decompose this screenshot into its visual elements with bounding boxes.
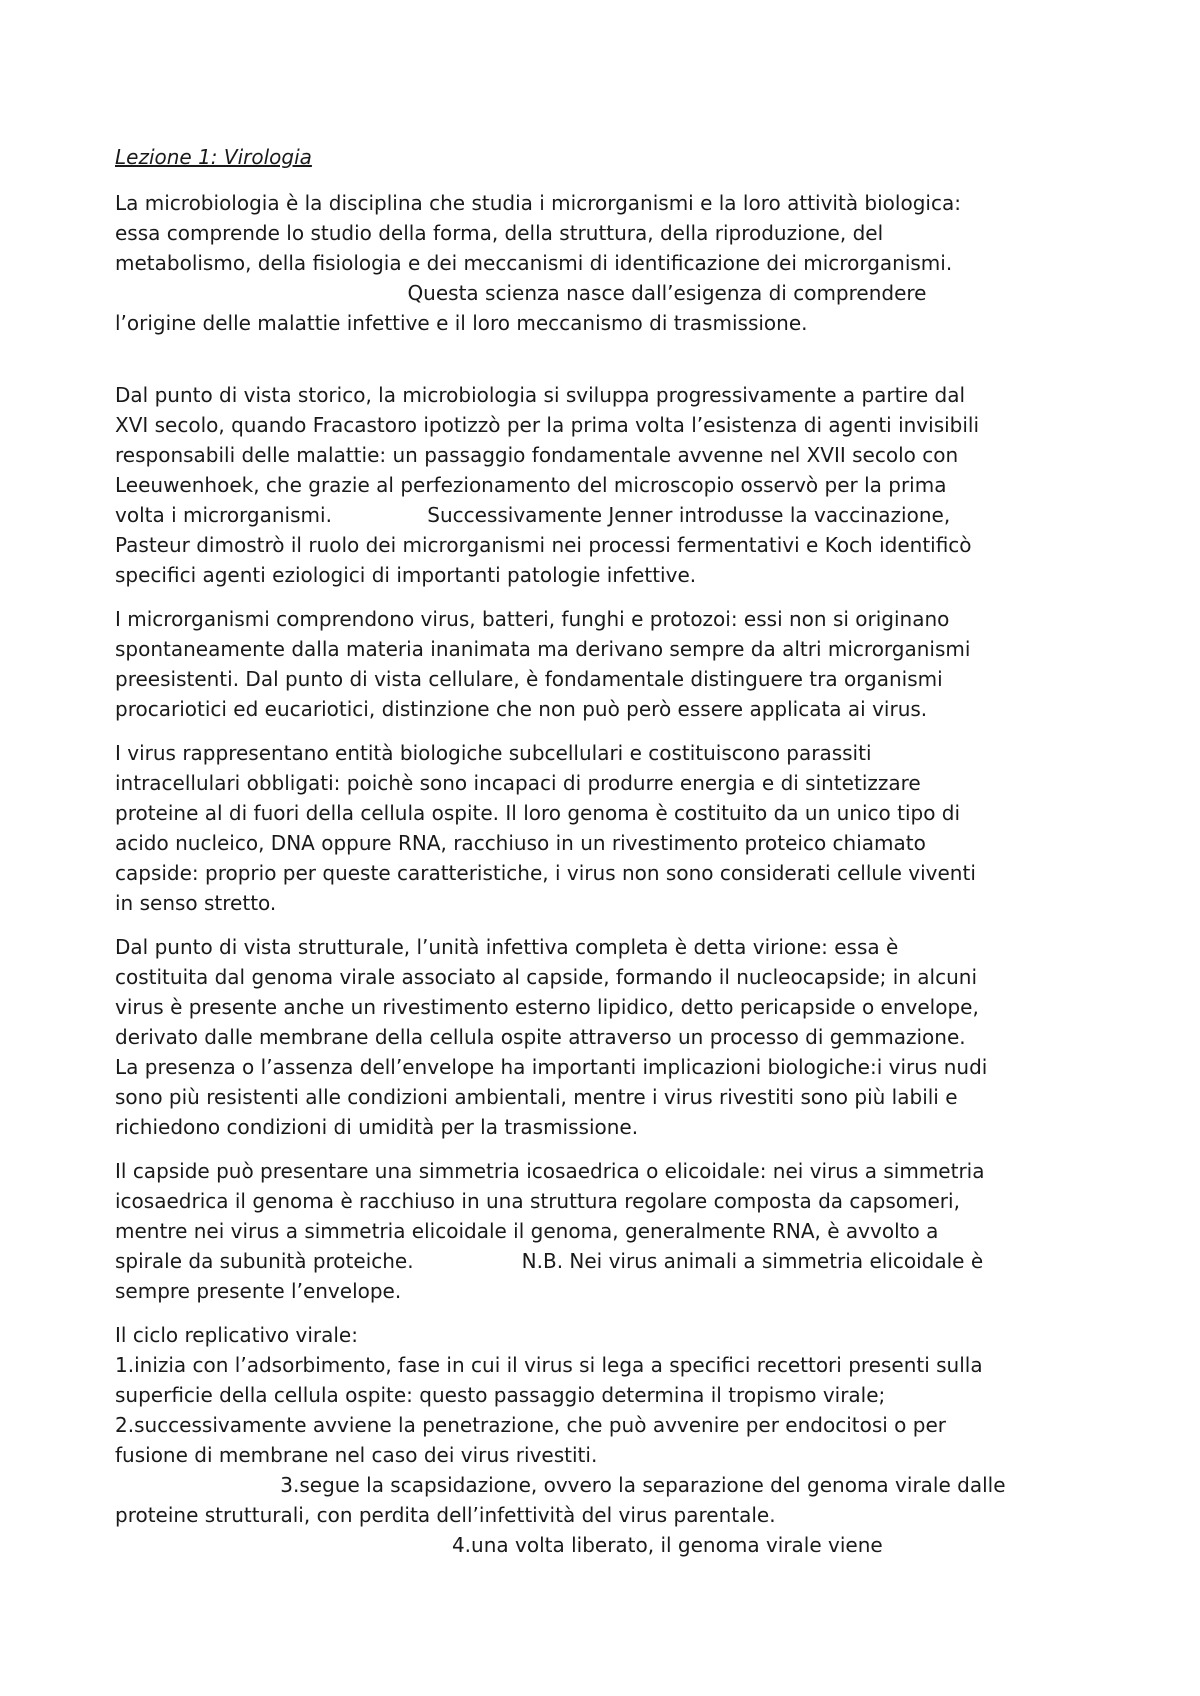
lesson-title: Lezione 1: Virologia	[115, 145, 312, 169]
text-line: XVI secolo, quando Fracastoro ipotizzò per la prima volta l’esistenza di agenti invisibili	[115, 413, 980, 437]
paragraph-2	[115, 380, 1095, 590]
text-line: l’origine delle malattie infettive e il loro meccanismo di trasmissione.	[115, 311, 808, 335]
text-line: acido nucleico, DNA oppure RNA, racchiuso in un rivestimento proteico chiamato	[115, 831, 926, 855]
paragraph-4	[115, 738, 1095, 918]
text-line: volta i microrganismi. Successivamente Jenner introdusse la vaccinazione,	[115, 503, 951, 527]
text-line: Dal punto di vista storico, la microbiologia si sviluppa progressivamente a partire dal	[115, 383, 965, 407]
text-line: richiedono condizioni di umidità per la trasmissione.	[115, 1115, 639, 1139]
text-line: responsabili delle malattie: un passaggio fondamentale avvenne nel XVII secolo con	[115, 443, 959, 467]
text-line: Leeuwenhoek, che grazie al perfezionamento del microscopio osservò per la prima	[115, 473, 947, 497]
text-line: spirale da subunità proteiche. N.B. Nei virus animali a simmetria elicoidale è	[115, 1249, 984, 1273]
text-line: procariotici ed eucariotici, distinzione che non può però essere applicata ai virus.	[115, 697, 928, 721]
text-line: La microbiologia è la disciplina che studia i microrganismi e la loro attività biologica:	[115, 191, 961, 215]
text-line: I virus rappresentano entità biologiche subcellulari e costituiscono parassiti	[115, 741, 872, 765]
paragraph-1	[115, 188, 1095, 338]
text-line: preesistenti. Dal punto di vista cellulare, è fondamentale distinguere tra organismi	[115, 667, 943, 691]
text-line: intracellulari obbligati: poichè sono incapaci di produrre energia e di sintetizzare	[115, 771, 921, 795]
text-line: fusione di membrane nel caso dei virus rivestiti.	[115, 1443, 598, 1467]
text-line: La presenza o l’assenza dell’envelope ha importanti implicazioni biologiche:i virus nudi	[115, 1055, 988, 1079]
text-line: proteine strutturali, con perdita dell’infettività del virus parentale.	[115, 1503, 776, 1527]
paragraph-5	[115, 932, 1095, 1142]
text-line: Il ciclo replicativo virale:	[115, 1323, 358, 1347]
text-line: specifici agenti eziologici di importanti patologie infettive.	[115, 563, 697, 587]
text-line: sono più resistenti alle condizioni ambientali, mentre i virus rivestiti sono più labili e	[115, 1085, 958, 1109]
text-line: spontaneamente dalla materia inanimata ma derivano sempre da altri microrganismi	[115, 637, 971, 661]
text-line: sempre presente l’envelope.	[115, 1279, 402, 1303]
text-line: virus è presente anche un rivestimento esterno lipidico, detto pericapside o envelope,	[115, 995, 979, 1019]
text-line: proteine al di fuori della cellula ospite. Il loro genoma è costituito da un unico tipo di	[115, 801, 961, 825]
paragraph-container	[115, 188, 1095, 1560]
text-line: metabolismo, della fisiologia e dei meccanismi di identificazione dei microrganismi.	[115, 251, 953, 275]
text-line: 1.inizia con l’adsorbimento, fase in cui il virus si lega a specifici recettori presenti sulla	[115, 1353, 983, 1377]
text-line: 2.successivamente avviene la penetrazione, che può avvenire per endocitosi o per	[115, 1413, 946, 1437]
text-line: capside: proprio per queste caratteristiche, i virus non sono considerati cellule viventi	[115, 861, 976, 885]
text-line: Questa scienza nasce dall’esigenza di comprendere	[115, 281, 927, 305]
text-line: derivato dalle membrane della cellula ospite attraverso un processo di gemmazione.	[115, 1025, 966, 1049]
document-body	[115, 142, 1095, 1574]
text-line: I microrganismi comprendono virus, batteri, funghi e protozoi: essi non si originano	[115, 607, 950, 631]
text-line: superficie della cellula ospite: questo passaggio determina il tropismo virale;	[115, 1383, 886, 1407]
paragraph-3	[115, 604, 1095, 724]
text-line: icosaedrica il genoma è racchiuso in una struttura regolare composta da capsomeri,	[115, 1189, 960, 1213]
text-line: mentre nei virus a simmetria elicoidale il genoma, generalmente RNA, è avvolto a	[115, 1219, 939, 1243]
text-line: 3.segue la scapsidazione, ovvero la separazione del genoma virale dalle	[115, 1473, 1006, 1497]
text-line: in senso stretto.	[115, 891, 277, 915]
paragraph-6	[115, 1156, 1095, 1306]
text-line: costituita dal genoma virale associato al capside, formando il nucleocapside; in alcuni	[115, 965, 978, 989]
text-line: 4.una volta liberato, il genoma virale viene	[115, 1533, 883, 1557]
text-line: essa comprende lo studio della forma, della struttura, della riproduzione, del	[115, 221, 884, 245]
paragraph-7	[115, 1320, 1095, 1560]
text-line: Dal punto di vista strutturale, l’unità infettiva completa è detta virione: essa è	[115, 935, 899, 959]
text-line: Pasteur dimostrò il ruolo dei microrganismi nei processi fermentativi e Koch identificò	[115, 533, 972, 557]
text-line: Il capside può presentare una simmetria icosaedrica o elicoidale: nei virus a simmetria	[115, 1159, 985, 1183]
